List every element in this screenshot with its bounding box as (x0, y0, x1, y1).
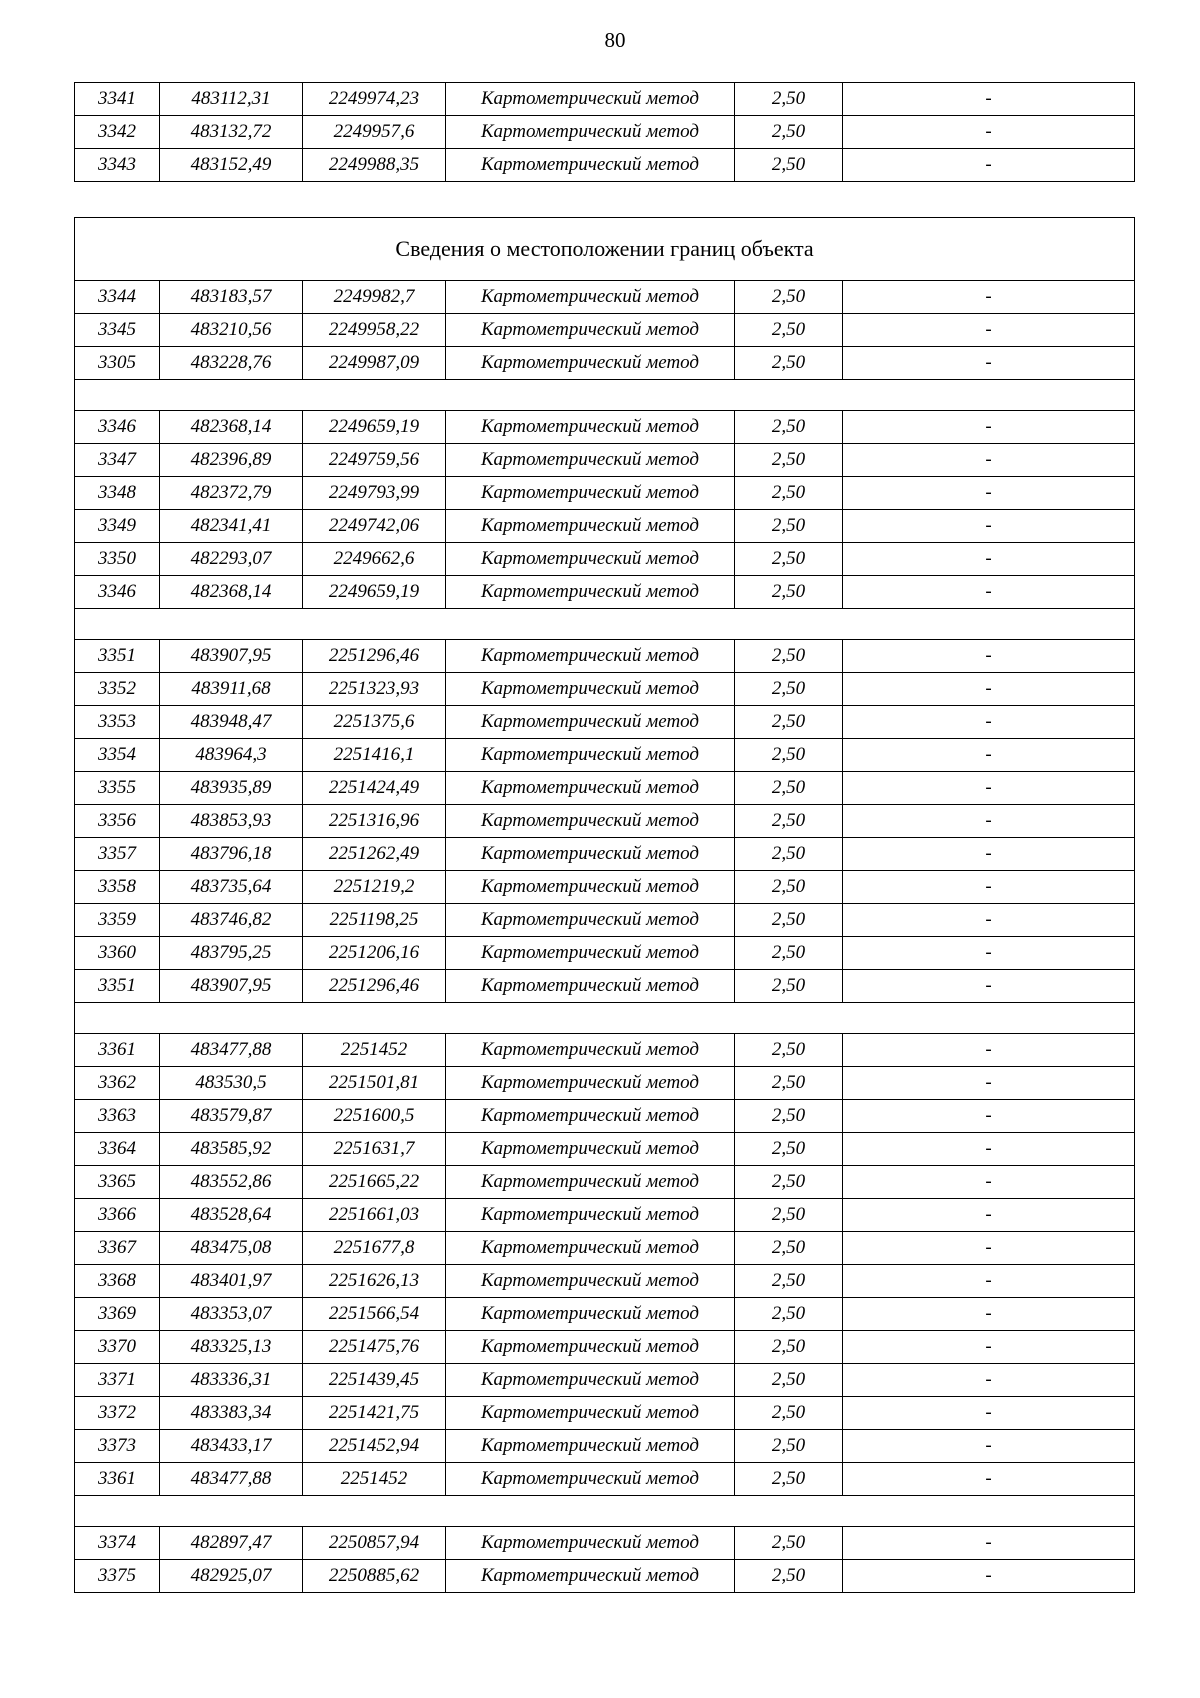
y-coordinate-cell: 2251600,5 (303, 1100, 446, 1133)
description-cell: - (843, 1397, 1135, 1430)
table-row (75, 1067, 1135, 1100)
accuracy-cell: 2,50 (735, 1199, 843, 1232)
description-cell: - (843, 1265, 1135, 1298)
x-coordinate-cell: 483796,18 (160, 838, 303, 871)
y-coordinate-cell: 2251316,96 (303, 805, 446, 838)
accuracy-cell: 2,50 (735, 314, 843, 347)
x-coordinate-cell: 482372,79 (160, 477, 303, 510)
x-coordinate-cell: 483353,07 (160, 1298, 303, 1331)
x-coordinate-cell: 482341,41 (160, 510, 303, 543)
y-coordinate-cell: 2249662,6 (303, 543, 446, 576)
description-cell: - (843, 739, 1135, 772)
point-number-cell: 3363 (75, 1100, 160, 1133)
table-row (75, 1199, 1135, 1232)
x-coordinate-cell: 482293,07 (160, 543, 303, 576)
method-cell: Картометрический метод (446, 1166, 735, 1199)
point-number-cell: 3349 (75, 510, 160, 543)
x-coordinate-cell: 483325,13 (160, 1331, 303, 1364)
x-coordinate-cell: 483152,49 (160, 149, 303, 182)
y-coordinate-cell: 2251452 (303, 1463, 446, 1496)
description-cell: - (843, 1133, 1135, 1166)
description-cell: - (843, 281, 1135, 314)
boundary-coordinates-table (74, 217, 1135, 1593)
description-cell: - (843, 904, 1135, 937)
description-cell: - (843, 1331, 1135, 1364)
point-number-cell: 3343 (75, 149, 160, 182)
y-coordinate-cell: 2251262,49 (303, 838, 446, 871)
description-cell: - (843, 805, 1135, 838)
point-number-cell: 3352 (75, 673, 160, 706)
group-separator-cell (75, 609, 1135, 640)
method-cell: Картометрический метод (446, 805, 735, 838)
accuracy-cell: 2,50 (735, 706, 843, 739)
table-row (75, 149, 1135, 182)
description-cell: - (843, 937, 1135, 970)
x-coordinate-cell: 483907,95 (160, 640, 303, 673)
accuracy-cell: 2,50 (735, 1034, 843, 1067)
y-coordinate-cell: 2251421,75 (303, 1397, 446, 1430)
accuracy-cell: 2,50 (735, 1232, 843, 1265)
description-cell: - (843, 444, 1135, 477)
method-cell: Картометрический метод (446, 1331, 735, 1364)
y-coordinate-cell: 2251424,49 (303, 772, 446, 805)
point-number-cell: 3353 (75, 706, 160, 739)
group-separator-cell (75, 1496, 1135, 1527)
description-cell: - (843, 116, 1135, 149)
description-cell: - (843, 347, 1135, 380)
x-coordinate-cell: 483552,86 (160, 1166, 303, 1199)
x-coordinate-cell: 483530,5 (160, 1067, 303, 1100)
accuracy-cell: 2,50 (735, 1133, 843, 1166)
x-coordinate-cell: 483112,31 (160, 83, 303, 116)
group-separator-row (75, 1496, 1135, 1527)
table-row (75, 805, 1135, 838)
point-number-cell: 3373 (75, 1430, 160, 1463)
table-row (75, 1232, 1135, 1265)
accuracy-cell: 2,50 (735, 871, 843, 904)
description-cell: - (843, 1298, 1135, 1331)
table-row (75, 477, 1135, 510)
method-cell: Картометрический метод (446, 1298, 735, 1331)
y-coordinate-cell: 2251677,8 (303, 1232, 446, 1265)
table-row (75, 1298, 1135, 1331)
description-cell: - (843, 1463, 1135, 1496)
x-coordinate-cell: 483336,31 (160, 1364, 303, 1397)
point-number-cell: 3344 (75, 281, 160, 314)
accuracy-cell: 2,50 (735, 576, 843, 609)
table-row (75, 640, 1135, 673)
method-cell: Картометрический метод (446, 1560, 735, 1593)
method-cell: Картометрический метод (446, 1133, 735, 1166)
accuracy-cell: 2,50 (735, 1298, 843, 1331)
description-cell: - (843, 871, 1135, 904)
point-number-cell: 3355 (75, 772, 160, 805)
y-coordinate-cell: 2251219,2 (303, 871, 446, 904)
method-cell: Картометрический метод (446, 510, 735, 543)
y-coordinate-cell: 2249759,56 (303, 444, 446, 477)
accuracy-cell: 2,50 (735, 838, 843, 871)
accuracy-cell: 2,50 (735, 904, 843, 937)
table-row (75, 1265, 1135, 1298)
x-coordinate-cell: 483210,56 (160, 314, 303, 347)
accuracy-cell: 2,50 (735, 281, 843, 314)
group-separator-cell (75, 380, 1135, 411)
section-title: Сведения о местоположении границ объекта (75, 218, 1135, 281)
y-coordinate-cell: 2251375,6 (303, 706, 446, 739)
x-coordinate-cell: 482925,07 (160, 1560, 303, 1593)
accuracy-cell: 2,50 (735, 1265, 843, 1298)
y-coordinate-cell: 2251665,22 (303, 1166, 446, 1199)
table-row (75, 871, 1135, 904)
y-coordinate-cell: 2251475,76 (303, 1331, 446, 1364)
method-cell: Картометрический метод (446, 1100, 735, 1133)
group-separator-row (75, 609, 1135, 640)
description-cell: - (843, 1034, 1135, 1067)
accuracy-cell: 2,50 (735, 937, 843, 970)
point-number-cell: 3361 (75, 1034, 160, 1067)
x-coordinate-cell: 483935,89 (160, 772, 303, 805)
table-row (75, 838, 1135, 871)
method-cell: Картометрический метод (446, 347, 735, 380)
method-cell: Картометрический метод (446, 1430, 735, 1463)
table-row (75, 1166, 1135, 1199)
x-coordinate-cell: 482368,14 (160, 576, 303, 609)
x-coordinate-cell: 483795,25 (160, 937, 303, 970)
description-cell: - (843, 477, 1135, 510)
accuracy-cell: 2,50 (735, 411, 843, 444)
x-coordinate-cell: 483528,64 (160, 1199, 303, 1232)
point-number-cell: 3359 (75, 904, 160, 937)
method-cell: Картометрический метод (446, 314, 735, 347)
table-row (75, 904, 1135, 937)
table-row (75, 281, 1135, 314)
description-cell: - (843, 1430, 1135, 1463)
accuracy-cell: 2,50 (735, 477, 843, 510)
point-number-cell: 3362 (75, 1067, 160, 1100)
accuracy-cell: 2,50 (735, 149, 843, 182)
point-number-cell: 3365 (75, 1166, 160, 1199)
accuracy-cell: 2,50 (735, 116, 843, 149)
y-coordinate-cell: 2251566,54 (303, 1298, 446, 1331)
table-row (75, 411, 1135, 444)
point-number-cell: 3371 (75, 1364, 160, 1397)
accuracy-cell: 2,50 (735, 543, 843, 576)
x-coordinate-cell: 482396,89 (160, 444, 303, 477)
table-row (75, 706, 1135, 739)
x-coordinate-cell: 483475,08 (160, 1232, 303, 1265)
point-number-cell: 3369 (75, 1298, 160, 1331)
y-coordinate-cell: 2251323,93 (303, 673, 446, 706)
x-coordinate-cell: 483585,92 (160, 1133, 303, 1166)
table-row (75, 1560, 1135, 1593)
point-number-cell: 3364 (75, 1133, 160, 1166)
method-cell: Картометрический метод (446, 937, 735, 970)
description-cell: - (843, 1166, 1135, 1199)
y-coordinate-cell: 2249982,7 (303, 281, 446, 314)
table-row (75, 739, 1135, 772)
y-coordinate-cell: 2249659,19 (303, 411, 446, 444)
x-coordinate-cell: 483477,88 (160, 1463, 303, 1496)
y-coordinate-cell: 2249958,22 (303, 314, 446, 347)
y-coordinate-cell: 2251439,45 (303, 1364, 446, 1397)
description-cell: - (843, 411, 1135, 444)
section-header-row (75, 218, 1135, 281)
description-cell: - (843, 838, 1135, 871)
method-cell: Картометрический метод (446, 411, 735, 444)
page-number: 80 (604, 28, 626, 52)
description-cell: - (843, 1560, 1135, 1593)
point-number-cell: 3372 (75, 1397, 160, 1430)
description-cell: - (843, 83, 1135, 116)
y-coordinate-cell: 2250857,94 (303, 1527, 446, 1560)
y-coordinate-cell: 2251198,25 (303, 904, 446, 937)
method-cell: Картометрический метод (446, 640, 735, 673)
table-row (75, 1397, 1135, 1430)
method-cell: Картометрический метод (446, 1232, 735, 1265)
accuracy-cell: 2,50 (735, 739, 843, 772)
point-number-cell: 3374 (75, 1527, 160, 1560)
accuracy-cell: 2,50 (735, 1331, 843, 1364)
x-coordinate-cell: 483964,3 (160, 739, 303, 772)
description-cell: - (843, 314, 1135, 347)
accuracy-cell: 2,50 (735, 1067, 843, 1100)
description-cell: - (843, 510, 1135, 543)
group-separator-cell (75, 1003, 1135, 1034)
point-number-cell: 3345 (75, 314, 160, 347)
x-coordinate-cell: 483911,68 (160, 673, 303, 706)
table-row (75, 937, 1135, 970)
table-row (75, 116, 1135, 149)
x-coordinate-cell: 483477,88 (160, 1034, 303, 1067)
point-number-cell: 3348 (75, 477, 160, 510)
description-cell: - (843, 706, 1135, 739)
point-number-cell: 3357 (75, 838, 160, 871)
point-number-cell: 3370 (75, 1331, 160, 1364)
x-coordinate-cell: 483948,47 (160, 706, 303, 739)
accuracy-cell: 2,50 (735, 444, 843, 477)
x-coordinate-cell: 483746,82 (160, 904, 303, 937)
method-cell: Картометрический метод (446, 838, 735, 871)
y-coordinate-cell: 2251416,1 (303, 739, 446, 772)
description-cell: - (843, 543, 1135, 576)
table-row (75, 1364, 1135, 1397)
point-number-cell: 3361 (75, 1463, 160, 1496)
y-coordinate-cell: 2249987,09 (303, 347, 446, 380)
x-coordinate-cell: 482897,47 (160, 1527, 303, 1560)
point-number-cell: 3350 (75, 543, 160, 576)
y-coordinate-cell: 2249974,23 (303, 83, 446, 116)
accuracy-cell: 2,50 (735, 510, 843, 543)
accuracy-cell: 2,50 (735, 1364, 843, 1397)
y-coordinate-cell: 2251206,16 (303, 937, 446, 970)
method-cell: Картометрический метод (446, 1265, 735, 1298)
method-cell: Картометрический метод (446, 444, 735, 477)
method-cell: Картометрический метод (446, 1364, 735, 1397)
point-number-cell: 3305 (75, 347, 160, 380)
description-cell: - (843, 1527, 1135, 1560)
method-cell: Картометрический метод (446, 904, 735, 937)
method-cell: Картометрический метод (446, 83, 735, 116)
accuracy-cell: 2,50 (735, 1560, 843, 1593)
x-coordinate-cell: 483853,93 (160, 805, 303, 838)
x-coordinate-cell: 483401,97 (160, 1265, 303, 1298)
method-cell: Картометрический метод (446, 970, 735, 1003)
accuracy-cell: 2,50 (735, 1100, 843, 1133)
method-cell: Картометрический метод (446, 543, 735, 576)
accuracy-cell: 2,50 (735, 1397, 843, 1430)
method-cell: Картометрический метод (446, 1034, 735, 1067)
method-cell: Картометрический метод (446, 1199, 735, 1232)
point-number-cell: 3358 (75, 871, 160, 904)
table-row (75, 1034, 1135, 1067)
y-coordinate-cell: 2251296,46 (303, 640, 446, 673)
table-row (75, 673, 1135, 706)
method-cell: Картометрический метод (446, 739, 735, 772)
point-number-cell: 3351 (75, 970, 160, 1003)
x-coordinate-cell: 483183,57 (160, 281, 303, 314)
accuracy-cell: 2,50 (735, 1430, 843, 1463)
method-cell: Картометрический метод (446, 673, 735, 706)
point-number-cell: 3368 (75, 1265, 160, 1298)
y-coordinate-cell: 2250885,62 (303, 1560, 446, 1593)
accuracy-cell: 2,50 (735, 347, 843, 380)
table-row (75, 1527, 1135, 1560)
table-row (75, 772, 1135, 805)
point-number-cell: 3347 (75, 444, 160, 477)
x-coordinate-cell: 483579,87 (160, 1100, 303, 1133)
point-number-cell: 3341 (75, 83, 160, 116)
description-cell: - (843, 1232, 1135, 1265)
coordinates-table-continued (74, 82, 1135, 182)
x-coordinate-cell: 483433,17 (160, 1430, 303, 1463)
accuracy-cell: 2,50 (735, 1463, 843, 1496)
table-row (75, 510, 1135, 543)
point-number-cell: 3342 (75, 116, 160, 149)
table-row (75, 576, 1135, 609)
description-cell: - (843, 1199, 1135, 1232)
description-cell: - (843, 772, 1135, 805)
x-coordinate-cell: 482368,14 (160, 411, 303, 444)
accuracy-cell: 2,50 (735, 970, 843, 1003)
point-number-cell: 3346 (75, 576, 160, 609)
method-cell: Картометрический метод (446, 706, 735, 739)
accuracy-cell: 2,50 (735, 805, 843, 838)
y-coordinate-cell: 2249742,06 (303, 510, 446, 543)
y-coordinate-cell: 2251452 (303, 1034, 446, 1067)
x-coordinate-cell: 483132,72 (160, 116, 303, 149)
y-coordinate-cell: 2251296,46 (303, 970, 446, 1003)
table-row (75, 444, 1135, 477)
table-row (75, 1463, 1135, 1496)
x-coordinate-cell: 483735,64 (160, 871, 303, 904)
point-number-cell: 3366 (75, 1199, 160, 1232)
accuracy-cell: 2,50 (735, 772, 843, 805)
accuracy-cell: 2,50 (735, 83, 843, 116)
method-cell: Картометрический метод (446, 116, 735, 149)
description-cell: - (843, 1067, 1135, 1100)
table-row (75, 314, 1135, 347)
y-coordinate-cell: 2249988,35 (303, 149, 446, 182)
method-cell: Картометрический метод (446, 1527, 735, 1560)
point-number-cell: 3351 (75, 640, 160, 673)
description-cell: - (843, 673, 1135, 706)
y-coordinate-cell: 2251626,13 (303, 1265, 446, 1298)
y-coordinate-cell: 2251661,03 (303, 1199, 446, 1232)
point-number-cell: 3354 (75, 739, 160, 772)
point-number-cell: 3346 (75, 411, 160, 444)
method-cell: Картометрический метод (446, 1463, 735, 1496)
y-coordinate-cell: 2249793,99 (303, 477, 446, 510)
description-cell: - (843, 1100, 1135, 1133)
method-cell: Картометрический метод (446, 477, 735, 510)
description-cell: - (843, 1364, 1135, 1397)
x-coordinate-cell: 483228,76 (160, 347, 303, 380)
method-cell: Картометрический метод (446, 871, 735, 904)
point-number-cell: 3375 (75, 1560, 160, 1593)
table-row (75, 970, 1135, 1003)
point-number-cell: 3360 (75, 937, 160, 970)
x-coordinate-cell: 483383,34 (160, 1397, 303, 1430)
method-cell: Картометрический метод (446, 281, 735, 314)
method-cell: Картометрический метод (446, 576, 735, 609)
method-cell: Картометрический метод (446, 1397, 735, 1430)
y-coordinate-cell: 2251501,81 (303, 1067, 446, 1100)
table-row (75, 1100, 1135, 1133)
method-cell: Картометрический метод (446, 772, 735, 805)
accuracy-cell: 2,50 (735, 1527, 843, 1560)
point-number-cell: 3367 (75, 1232, 160, 1265)
accuracy-cell: 2,50 (735, 673, 843, 706)
y-coordinate-cell: 2251452,94 (303, 1430, 446, 1463)
table-row (75, 83, 1135, 116)
x-coordinate-cell: 483907,95 (160, 970, 303, 1003)
description-cell: - (843, 640, 1135, 673)
method-cell: Картометрический метод (446, 1067, 735, 1100)
table-row (75, 543, 1135, 576)
table-row (75, 1133, 1135, 1166)
y-coordinate-cell: 2251631,7 (303, 1133, 446, 1166)
group-separator-row (75, 1003, 1135, 1034)
y-coordinate-cell: 2249957,6 (303, 116, 446, 149)
description-cell: - (843, 970, 1135, 1003)
method-cell: Картометрический метод (446, 149, 735, 182)
table-row (75, 1430, 1135, 1463)
table-row (75, 347, 1135, 380)
accuracy-cell: 2,50 (735, 640, 843, 673)
table-row (75, 1331, 1135, 1364)
description-cell: - (843, 576, 1135, 609)
y-coordinate-cell: 2249659,19 (303, 576, 446, 609)
description-cell: - (843, 149, 1135, 182)
group-separator-row (75, 380, 1135, 411)
point-number-cell: 3356 (75, 805, 160, 838)
accuracy-cell: 2,50 (735, 1166, 843, 1199)
